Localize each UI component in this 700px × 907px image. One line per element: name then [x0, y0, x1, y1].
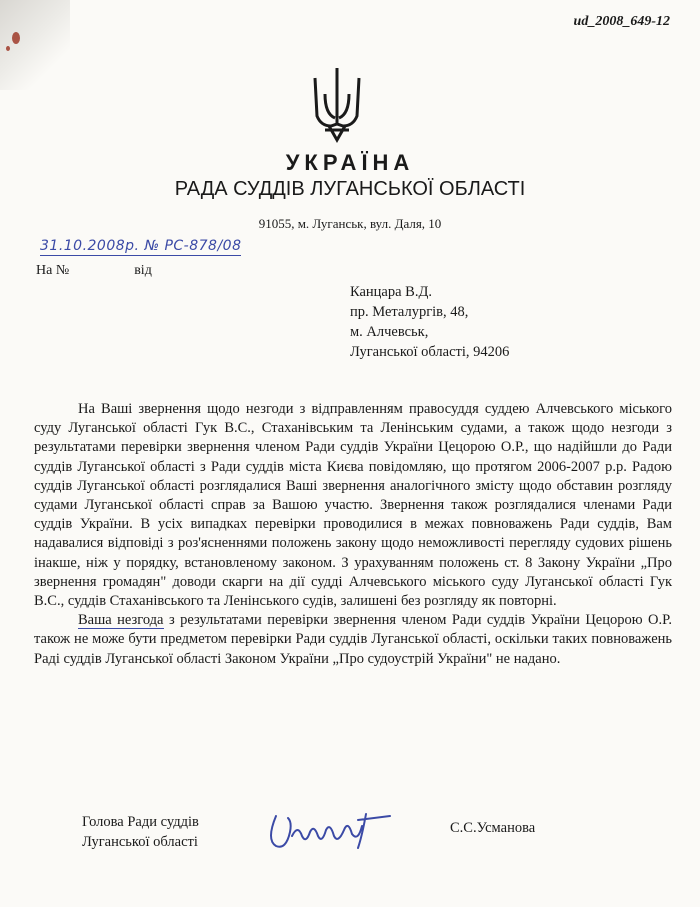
- recipient-name: Канцара В.Д.: [350, 284, 432, 300]
- organization-address: 91055, м. Луганськ, вул. Даля, 10: [258, 216, 442, 231]
- reference-label-from: від: [134, 263, 152, 278]
- recipient-block: [350, 282, 509, 362]
- ink-stain: [6, 46, 10, 51]
- body-paragraph-2: [34, 611, 672, 669]
- signatory-title-line-2: Луганської області: [82, 834, 198, 850]
- signatory-title-line-1: Голова Ради суддів: [82, 814, 199, 830]
- handwritten-reference: 31.10.2008р. № РС-878/08: [40, 238, 242, 254]
- signatory-title: [82, 812, 199, 852]
- folded-corner: [0, 0, 70, 90]
- recipient-street: пр. Металургів, 48,: [350, 304, 469, 320]
- country-heading: УКРАЇНА: [285, 150, 415, 175]
- organization-name: РАДА СУДДІВ ЛУГАНСЬКОЇ ОБЛАСТІ: [174, 178, 526, 200]
- document-id: ud_2008_649-12: [573, 14, 670, 29]
- letter-body: [34, 400, 672, 669]
- signatory-name: С.С.Усманова: [450, 820, 536, 836]
- body-paragraph-2-text: з результатами перевірки звернення членом Ради суддів України Цецорою О.Р. також не може бути предметом перевірки Ради суддів Луганської області, оскільки таких повноважень Раді суддів Луганської області Законом України „Про судоустрій України" не надано.: [34, 612, 672, 667]
- recipient-city: м. Алчевськ,: [350, 324, 429, 340]
- handwritten-signature-icon: [262, 796, 402, 856]
- trident-emblem-icon: [311, 64, 363, 146]
- recipient-region: Луганської області, 94206: [350, 344, 510, 360]
- body-paragraph-1: На Ваші звернення щодо незгоди з відправленням правосуддя суддею Алчевського міського суду Луганської області Гук В.С., Стаханівським та Ленінським судами, а також щодо незгоди з результатами перевірки звернення членом Ради суддів України Цецорою О.Р., що надійшли до Ради суддів Луганської області з Ради суддів міста Києва повідомляю, що протягом 2006-2007 р.р. Радою суддів Луганської області розглядалися Ваші звернення аналогічного змісту щодо обставин розгляду судами Луганської області справ за Вашою участю. Звернення також розглядалися членами Ради суддів України. В усіх випадках перевірки проводилися в межах повноважень Ради суддів, Вам надавалися відповіді з роз'ясненнями положень закону щодо неможливості перегляду судових рішень інакше, ніж у порядку, встановленому законом. З урахуванням положень ст. 8 Закону України „Про звернення громадян" доводи скарги на дії судді Алчевського міського суду Луганської області Гук В.С., суддів Стаханівського та Ленінського судів, залишені без розгляду як повторні.: [34, 401, 672, 610]
- underlined-phrase: Ваша незгода: [78, 612, 164, 629]
- reference-line: [36, 263, 152, 279]
- ink-stain: [12, 32, 20, 44]
- reference-label-number: На №: [36, 263, 70, 278]
